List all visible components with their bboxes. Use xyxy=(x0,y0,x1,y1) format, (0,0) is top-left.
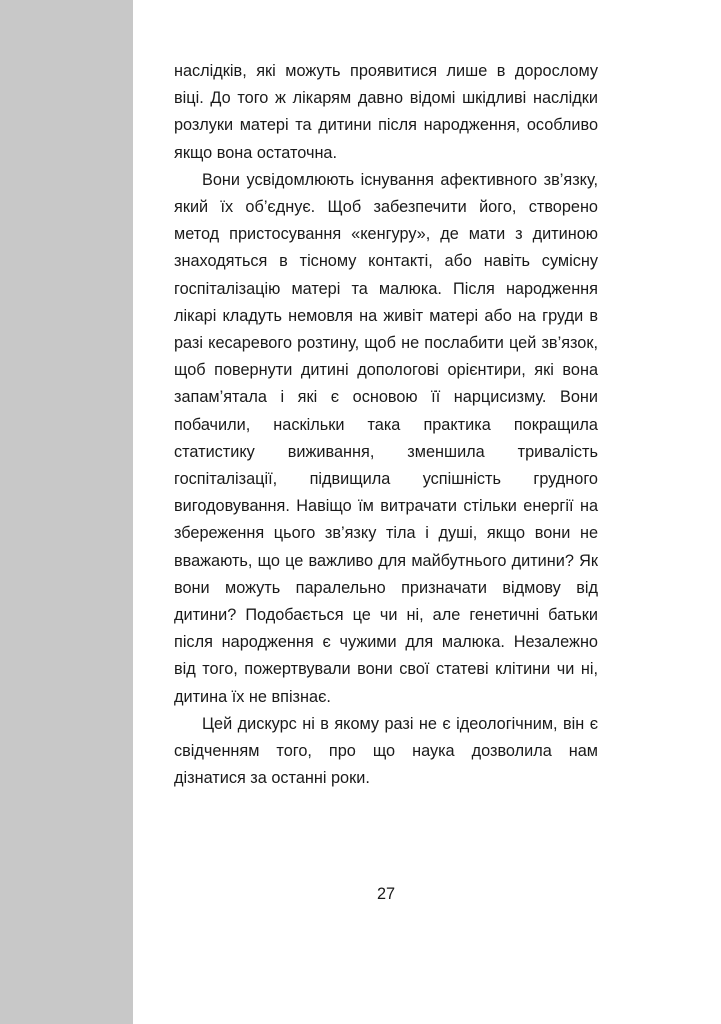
paragraph-1: наслідків, які можуть проявитися лише в дорослому віці. До того ж лікарям давно відомі шкідливі наслідки розлуки матері та дитини після народження, особливо якщо вона остаточна. xyxy=(174,62,598,162)
text-column xyxy=(174,58,598,792)
page-number: 27 xyxy=(376,885,396,903)
page-gutter-band xyxy=(0,0,133,1024)
page-content-area xyxy=(133,0,721,1024)
paragraph-3: Цей дискурс ні в якому разі не є ідеологічним, він є свідченням того, про що наука дозволила нам дізнатися за останні роки. xyxy=(174,714,598,788)
paragraph-2: Вони усвідомлюють існування афективного зв’язку, який їх об’єднує. Щоб забезпечити його, створено метод пристосування «кенгуру», де мати з дитиною знаходяться в тісному контакті, або навіть сумісну госпіталізацію матері та малюка. Після народження лікарі кладуть немовля на живіт матері або на груди в разі кесаревого розтину, щоб не послабити цей зв’язок, щоб повернути дитині допологові орієнтири, які вона запам’ятала і які є основою її нарцисизму. Вони побачили, наскільки така практика покращила статистику виживання, зменшила тривалість госпіталізації, підвищила успішність грудного вигодовування. Навіщо їм витрачати стільки енергії на збереження цього зв’язку тіла і душі, якщо вони не вважають, що це важливо для майбутнього дитини? Як вони можуть паралельно призначати відмову від дитини? Подобається це чи ні, але генетичні батьки після народження є чужими для малюка. Незалежно від того, пожертвували вони свої статеві клітини чи ні, дитина їх не впізнає. xyxy=(174,170,598,706)
